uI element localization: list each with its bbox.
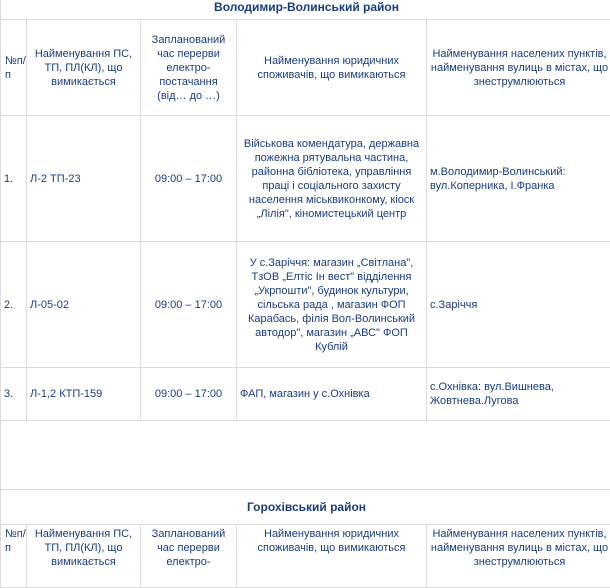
row-consumers: У с.Заріччя: магазин „Світлана", ТзОВ „Елтіс Ін вест" відділення „Укрпошти", будинок культури, сільська рада , магазин ФОП Карабась, філія Вол-Волинський автодор", магазин „АВС" ФОП Кублій	[237, 242, 427, 368]
header-consumers: Найменування юридичних споживачів, що вимикаються	[237, 525, 427, 588]
row-line: Л-2 ТП-23	[27, 116, 141, 242]
row-places: с.Охнівка: вул.Вишнева, Жовтнева.Лугова	[427, 368, 610, 421]
row-num: 1.	[1, 116, 27, 242]
row-time: 09:00 – 17:00	[141, 368, 237, 421]
header-num: №п/п	[1, 20, 27, 116]
header-consumers: Найменування юридичних споживачів, що вимикаються	[237, 20, 427, 116]
row-time: 09:00 – 17:00	[141, 116, 237, 242]
row-time: 09:00 – 17:00	[141, 242, 237, 368]
row-line: Л-05-02	[27, 242, 141, 368]
header-places: Найменування населених пунктів, найменування вулиць в містах, що знеструмлюються	[427, 525, 610, 588]
row-consumers: Військова комендатура, державна пожежна рятувальна частина, районна бібліотека, управління праці і соціального захисту населення міськвиконкому, кіоск „Лілія", кіномистецький центр	[237, 116, 427, 242]
row-num: 2.	[1, 242, 27, 368]
section-title: Горохівський район	[1, 490, 610, 525]
section-title-row	[1, 490, 610, 525]
header-time: Запланований час перерви електро-	[141, 525, 237, 588]
header-row	[1, 20, 610, 116]
section-title-row	[1, 0, 610, 20]
row-num: 3.	[1, 368, 27, 421]
header-time: Запланований час перерви електро-постачання (від… до …)	[141, 20, 237, 116]
header-places: Найменування населених пунктів, найменування вулиць в містах, що знеструмлюються	[427, 20, 610, 116]
table-row	[1, 242, 610, 368]
row-line: Л-1,2 КТП-159	[27, 368, 141, 421]
row-places: с.Заріччя	[427, 242, 610, 368]
spacer-row	[1, 421, 610, 490]
table-row	[1, 368, 610, 421]
row-consumers: ФАП, магазин у с.Охнівка	[237, 368, 427, 421]
table-row	[1, 116, 610, 242]
header-line: Найменування ПС, ТП, ПЛ(КЛ), що вимикається	[27, 525, 141, 588]
header-row	[1, 525, 610, 588]
row-places: м.Володимир-Волинський: вул.Коперника, І.Франка	[427, 116, 610, 242]
header-num: №п/п	[1, 525, 27, 588]
section-title: Володимир-Волинський район	[1, 0, 610, 20]
header-line: Найменування ПС, ТП, ПЛ(КЛ), що вимикається	[27, 20, 141, 116]
